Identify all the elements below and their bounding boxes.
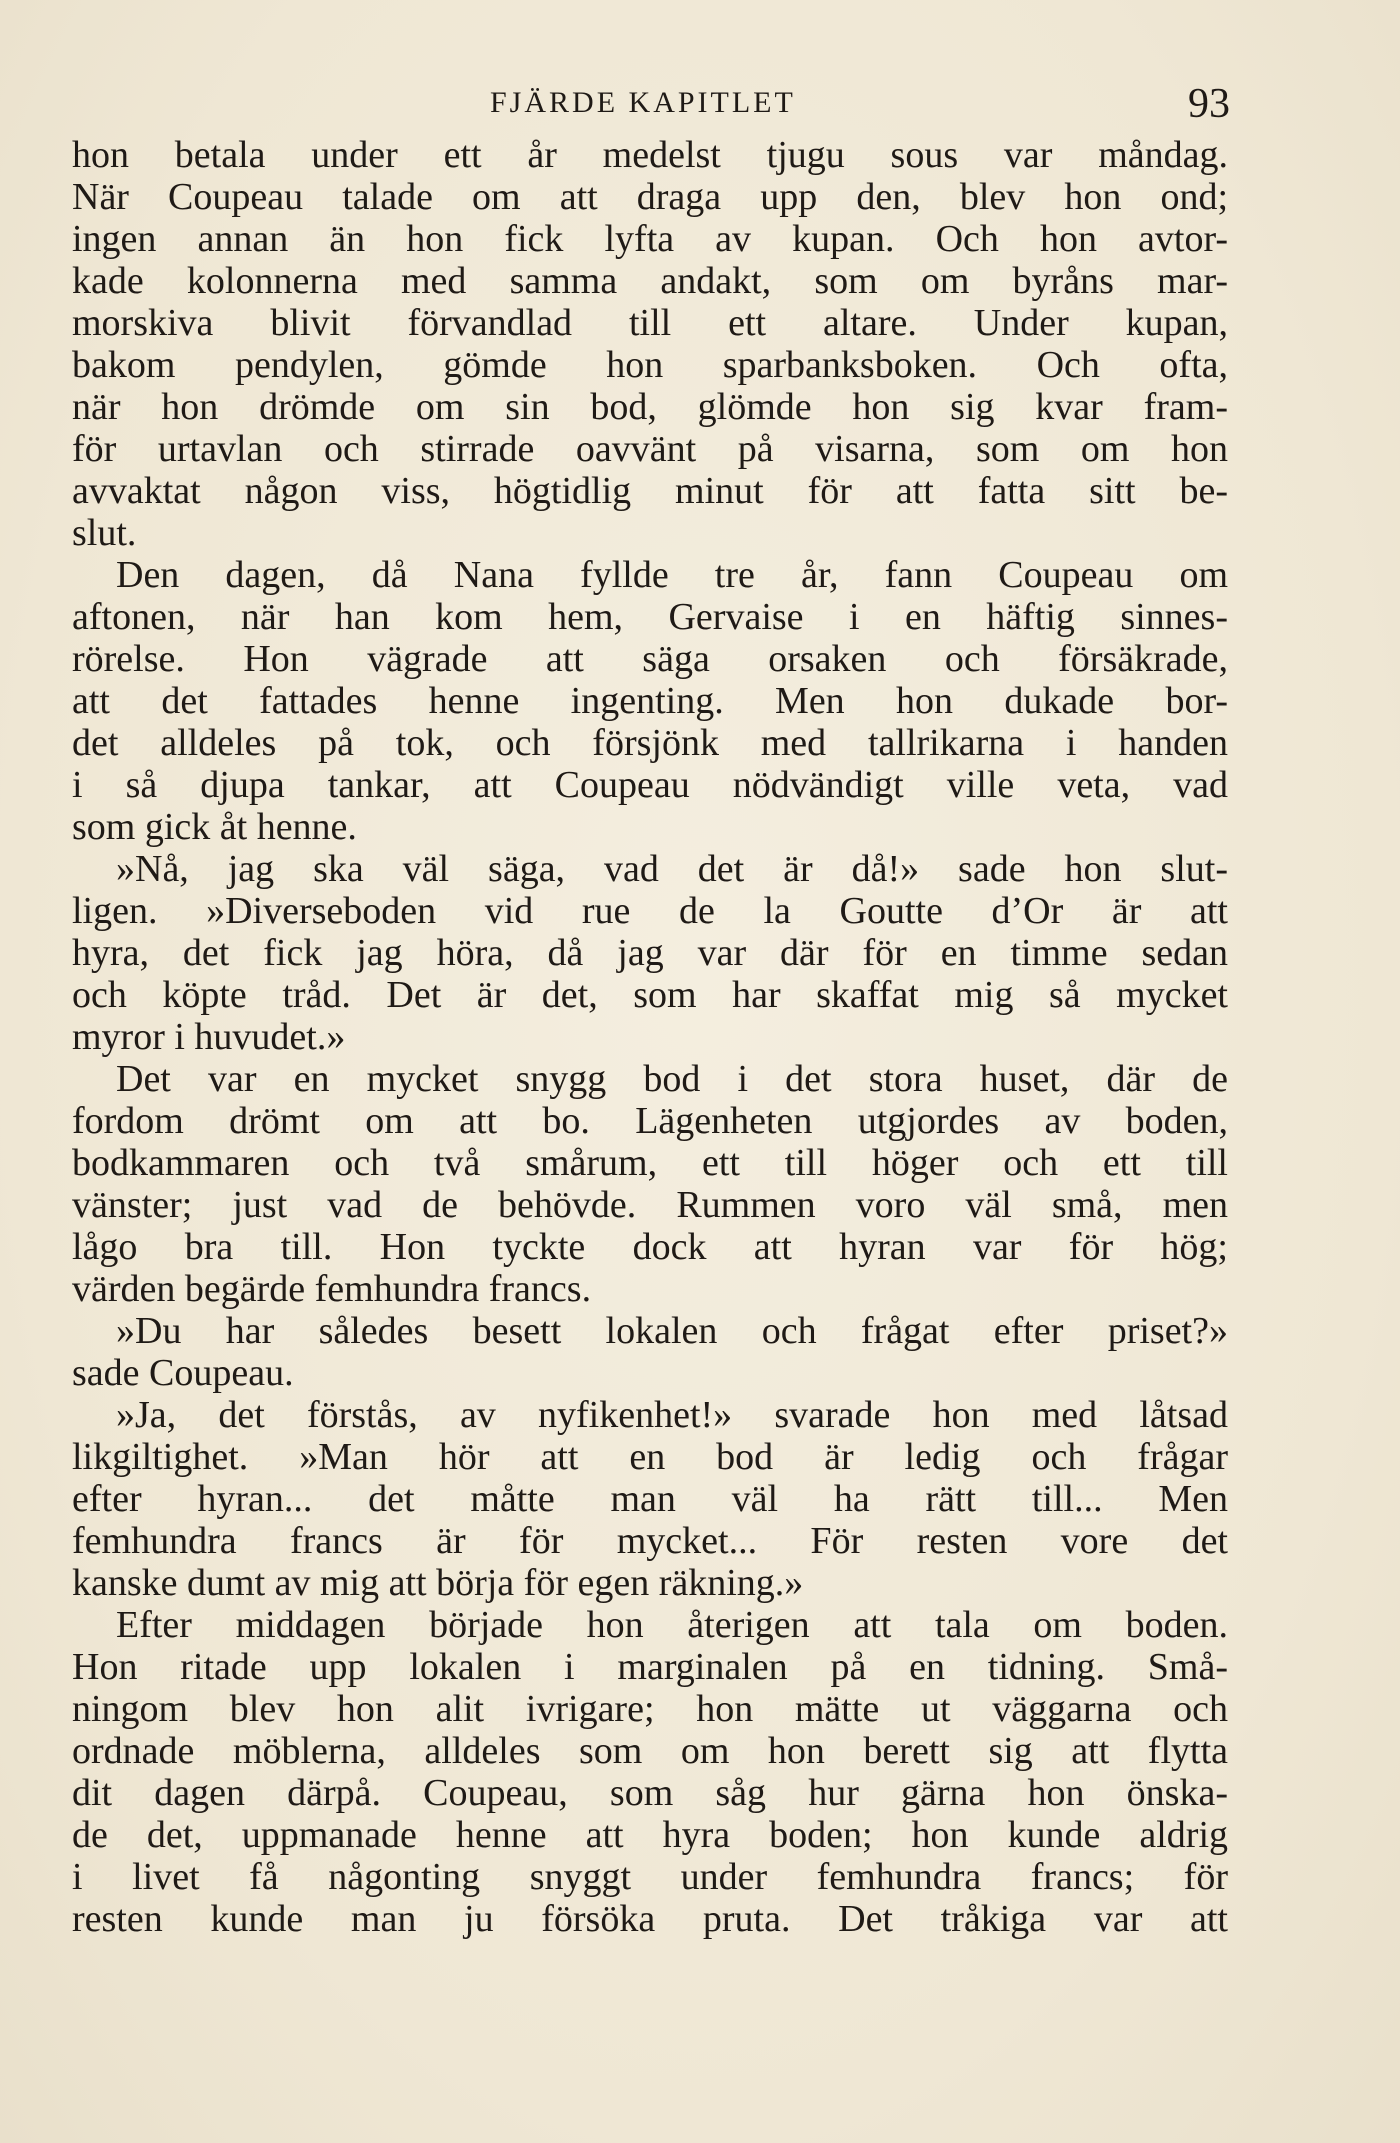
text-line: aftonen, när han kom hem, Gervaise i en häftig sinnes- [72, 596, 1228, 638]
text-line: Den dagen, då Nana fyllde tre år, fann Coupeau om [116, 554, 1228, 596]
text-line: ordnade möblerna, alldeles som om hon berett sig att flytta [72, 1730, 1228, 1772]
text-line: bodkammaren och två smårum, ett till höger och ett till [72, 1142, 1228, 1184]
text-line: kade kolonnerna med samma andakt, som om byråns mar- [72, 260, 1228, 302]
text-line: vänster; just vad de behövde. Rummen voro väl små, men [72, 1184, 1228, 1226]
text-line: Efter middagen började hon återigen att tala om boden. [116, 1604, 1228, 1646]
text-line: hon betala under ett år medelst tjugu sous var måndag. [72, 134, 1228, 176]
page-number: 93 [1188, 81, 1230, 127]
text-line: efter hyran... det måtte man väl ha rätt till... Men [72, 1478, 1228, 1520]
text-line: i livet få någonting snyggt under femhundra francs; för [72, 1856, 1228, 1898]
text-line: Hon ritade upp lokalen i marginalen på en tidning. Små- [72, 1646, 1228, 1688]
text-line: som gick åt henne. [72, 806, 357, 848]
text-line: när hon drömde om sin bod, glömde hon sig kvar fram- [72, 386, 1228, 428]
text-line: i så djupa tankar, att Coupeau nödvändigt ville veta, vad [72, 764, 1228, 806]
text-line: slut. [72, 512, 137, 554]
text-line: myror i huvudet.» [72, 1016, 346, 1058]
text-line: värden begärde femhundra francs. [72, 1268, 592, 1310]
text-line: kanske dumt av mig att börja för egen räkning.» [72, 1562, 804, 1604]
text-line: lågo bra till. Hon tyckte dock att hyran var för hög; [72, 1226, 1228, 1268]
body-text [72, 134, 1228, 1940]
text-line: för urtavlan och stirrade oavvänt på visarna, som om hon [72, 428, 1228, 470]
text-line: bakom pendylen, gömde hon sparbanksboken. Och ofta, [72, 344, 1228, 386]
text-line: likgiltighet. »Man hör att en bod är ledig och frågar [72, 1436, 1228, 1478]
text-line: de det, uppmanade henne att hyra boden; hon kunde aldrig [72, 1814, 1228, 1856]
text-line: »Ja, det förstås, av nyfikenhet!» svarade hon med låtsad [116, 1394, 1228, 1436]
text-line: hyra, det fick jag höra, då jag var där för en timme sedan [72, 932, 1228, 974]
text-line: det alldeles på tok, och försjönk med tallrikarna i handen [72, 722, 1228, 764]
running-head: FJÄRDE KAPITLET [490, 86, 796, 119]
text-line: femhundra francs är för mycket... För resten vore det [72, 1520, 1228, 1562]
text-line: »Nå, jag ska väl säga, vad det är då!» sade hon slut- [116, 848, 1228, 890]
text-line: att det fattades henne ingenting. Men hon dukade bor- [72, 680, 1228, 722]
text-line: och köpte tråd. Det är det, som har skaffat mig så mycket [72, 974, 1228, 1016]
text-line: dit dagen därpå. Coupeau, som såg hur gärna hon önska- [72, 1772, 1228, 1814]
text-line: »Du har således besett lokalen och frågat efter priset?» [116, 1310, 1228, 1352]
text-line: ligen. »Diverseboden vid rue de la Goutte d’Or är att [72, 890, 1228, 932]
text-line: När Coupeau talade om att draga upp den, blev hon ond; [72, 176, 1228, 218]
text-line: morskiva blivit förvandlad till ett altare. Under kupan, [72, 302, 1228, 344]
text-line: ingen annan än hon fick lyfta av kupan. Och hon avtor- [72, 218, 1228, 260]
text-line: rörelse. Hon vägrade att säga orsaken och försäkrade, [72, 638, 1228, 680]
text-line: sade Coupeau. [72, 1352, 294, 1394]
text-line: avvaktat någon viss, högtidlig minut för att fatta sitt be- [72, 470, 1228, 512]
text-line: ningom blev hon alit ivrigare; hon mätte ut väggarna och [72, 1688, 1228, 1730]
text-line: fordom drömt om att bo. Lägenheten utgjordes av boden, [72, 1100, 1228, 1142]
text-line: resten kunde man ju försöka pruta. Det tråkiga var att [72, 1898, 1228, 1940]
text-line: Det var en mycket snygg bod i det stora huset, där de [116, 1058, 1228, 1100]
